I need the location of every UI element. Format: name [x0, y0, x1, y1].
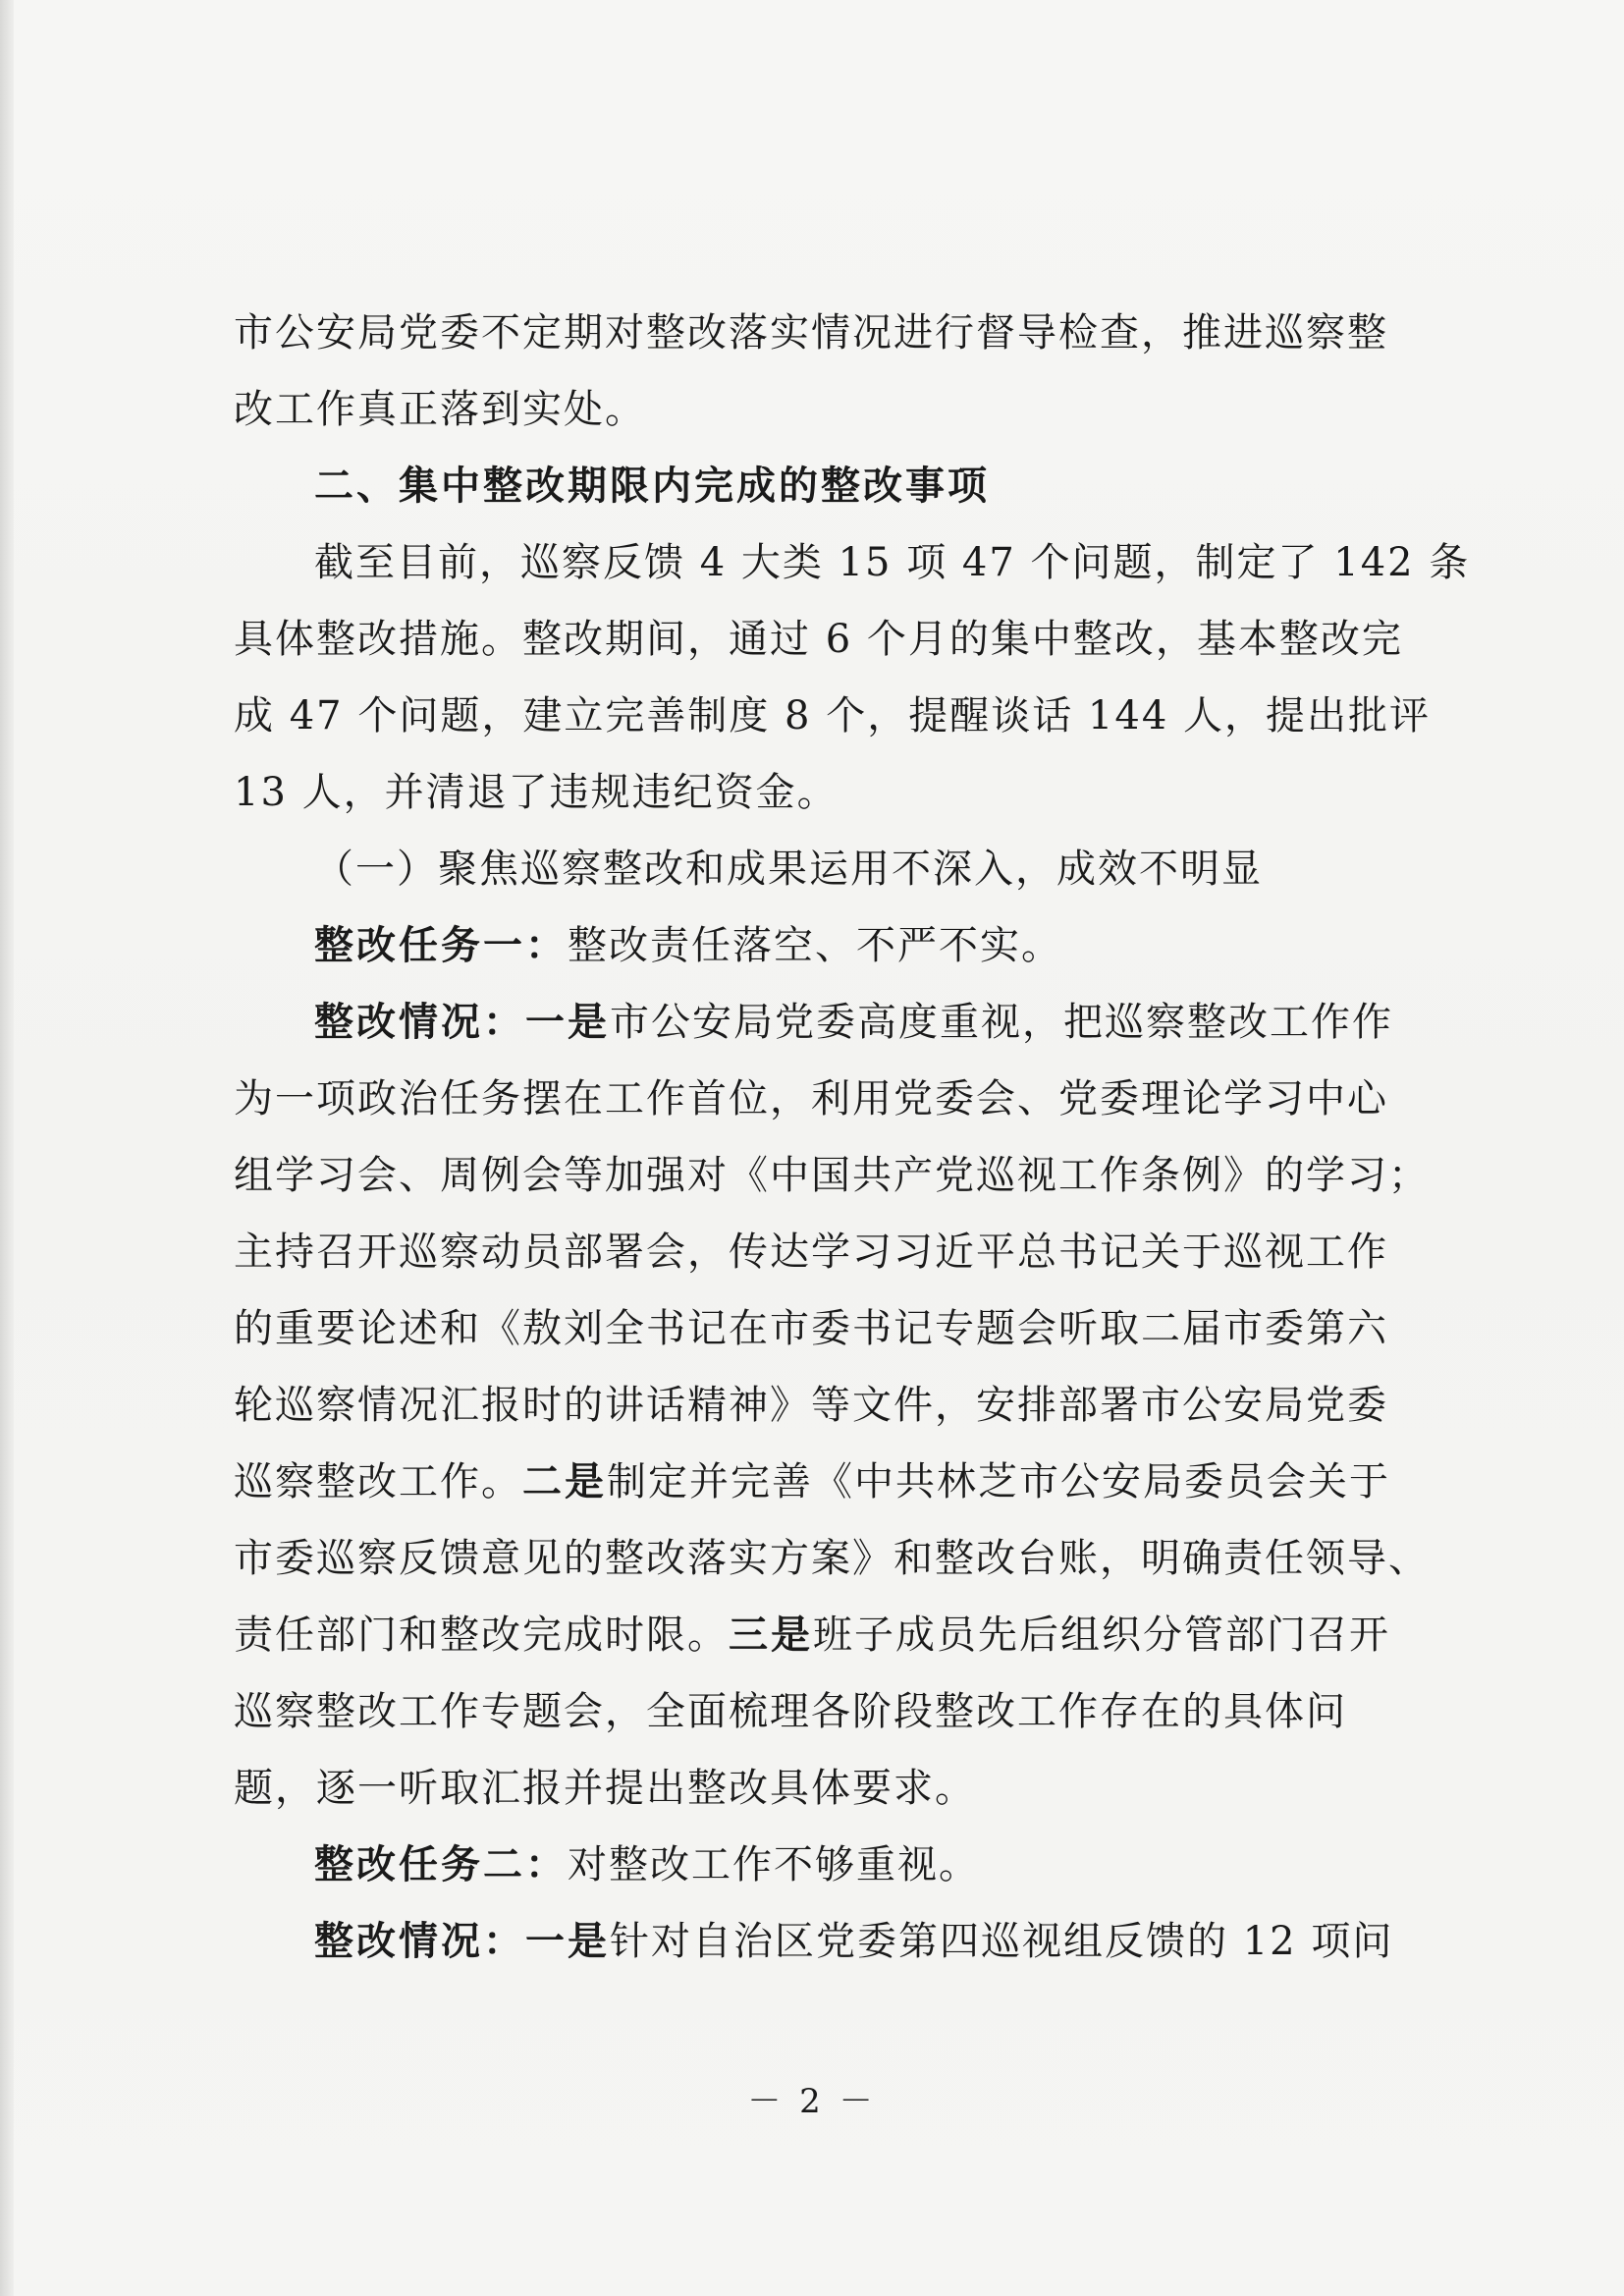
ordinal-label: 一是 — [525, 999, 610, 1045]
ordinal-label: 二是 — [522, 1458, 607, 1504]
task-text: 整改责任落空、不严不实。 — [568, 923, 1062, 968]
paragraph-line: 市委巡察反馈意见的整改落实方案》和整改台账，明确责任领导、 — [234, 1536, 1430, 1581]
line-text: 制定并完善《中共林芝市公安局委员会关于 — [607, 1459, 1390, 1504]
paragraph-line: 巡察整改工作专题会，全面梳理各阶段整改工作存在的具体问 — [234, 1689, 1347, 1734]
paragraph-line: 题，逐一听取汇报并提出整改具体要求。 — [234, 1766, 976, 1811]
paragraph-line: 组学习会、周例会等加强对《中国共产党巡视工作条例》的学习； — [234, 1153, 1430, 1198]
paragraph-line — [234, 1444, 1432, 1520]
task-text: 对整改工作不够重视。 — [568, 1842, 980, 1887]
status-text: 市公安局党委高度重视，把巡察整改工作作 — [610, 1000, 1393, 1045]
status-line — [234, 1903, 1432, 1980]
ordinal-label: 一是 — [525, 1918, 610, 1964]
line-text: 巡察整改工作。 — [234, 1459, 522, 1504]
paragraph-line: 为一项政治任务摆在工作首位，利用党委会、党委理论学习中心 — [234, 1076, 1388, 1121]
paragraph-line: 轮巡察情况汇报时的讲话精神》等文件，安排部署市公安局党委 — [234, 1383, 1388, 1428]
paragraph-line: 市公安局党委不定期对整改落实情况进行督导检查，推进巡察整 — [234, 310, 1388, 355]
line-text: 责任部门和整改完成时限。 — [234, 1613, 729, 1658]
task-line — [234, 1827, 1432, 1903]
task-label: 整改任务一： — [314, 922, 568, 968]
paragraph-line: 截至目前，巡察反馈 4 大类 15 项 47 个问题，制定了 142 条 — [314, 540, 1471, 585]
scan-edge-shadow — [0, 0, 14, 2296]
paragraph-line: 的重要论述和《敖刘全书记在市委书记专题会听取二届市委第六 — [234, 1306, 1388, 1351]
paragraph-line: 主持召开巡察动员部署会，传达学习习近平总书记关于巡视工作 — [234, 1230, 1388, 1275]
paragraph-line: 成 47 个问题，建立完善制度 8 个，提醒谈话 144 人，提出批评 — [234, 693, 1431, 738]
line-text: 班子成员先后组织分管部门召开 — [813, 1613, 1390, 1658]
status-text: 针对自治区党委第四巡视组反馈的 12 项问 — [610, 1919, 1394, 1964]
document-body — [234, 295, 1471, 1980]
section-heading: 二、集中整改期限内完成的整改事项 — [314, 464, 990, 509]
paragraph-line: 具体整改措施。整改期间，通过 6 个月的集中整改，基本整改完 — [234, 617, 1403, 662]
status-label: 整改情况： — [314, 1918, 525, 1964]
status-label: 整改情况： — [314, 999, 525, 1045]
subsection-heading: （一）聚焦巡察整改和成果运用不深入，成效不明显 — [314, 847, 1263, 892]
task-label: 整改任务二： — [314, 1841, 568, 1887]
ordinal-label: 三是 — [729, 1612, 813, 1658]
status-line — [234, 984, 1432, 1061]
paragraph-line — [234, 1597, 1432, 1673]
paragraph-line: 改工作真正落到实处。 — [234, 387, 646, 432]
page-number: － 2 － — [747, 2082, 877, 2121]
paragraph-line: 13 人，并清退了违规违纪资金。 — [234, 770, 839, 815]
task-line — [234, 907, 1432, 984]
